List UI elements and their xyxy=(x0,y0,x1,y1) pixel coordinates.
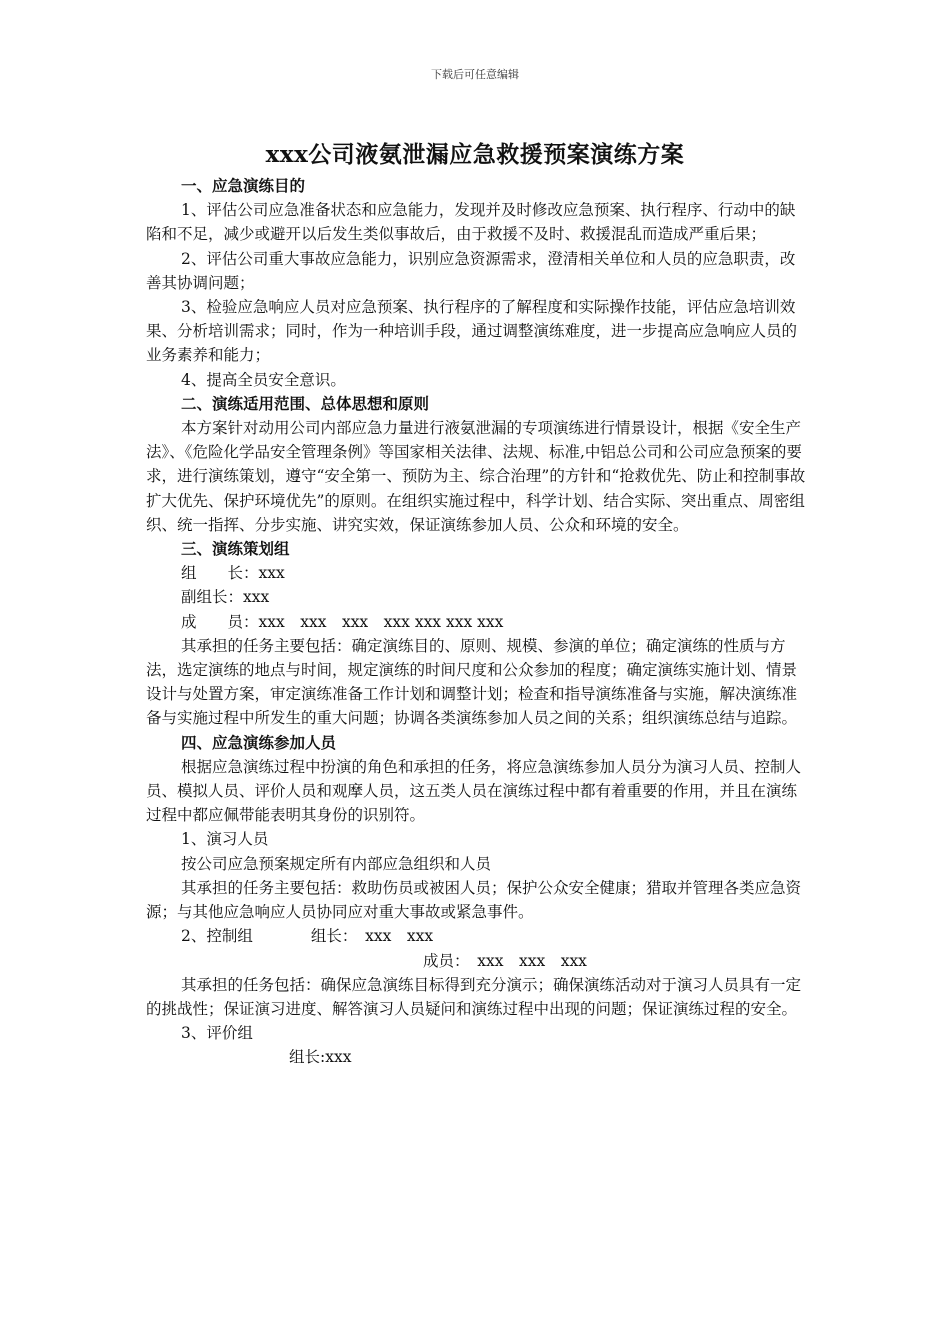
paragraph: 4、提高全员安全意识。 xyxy=(181,370,346,389)
evaluation-group-leader: 组长:xxx xyxy=(289,1048,352,1067)
control-group-members: 成员： xxx xxx xxx xyxy=(423,951,587,970)
section-heading-participants: 四、应急演练参加人员 xyxy=(181,732,337,752)
document-title: xxx公司液氨泄漏应急救援预案演练方案 xyxy=(265,141,685,168)
paragraph: 3、检验应急响应人员对应急预案、执行程序的了解程度和实际操作技能，评估应急培训效果、分析培训需求；同时，作为一种培训手段，通过调整演练难度，进一步提高应急响应人员的业务素养和能力； xyxy=(146,298,798,365)
subsection-title-evaluation-group: 3、评价组 xyxy=(181,1024,253,1043)
paragraph: 其承担的任务主要包括：确定演练目的、原则、规模、参演的单位；确定演练的性质与方法，选定演练的地点与时间，规定演练的时间尺度和公众参加的程度；确定演练实施计划、情景设计与处置方案，审定演练准备工作计划和调整计划；检查和指导演练准备与实施，解决演练准备与实施过程中所发生的重大问题；协调各类演练参加人员之间的关系；组织演练总结与追踪。 xyxy=(146,636,798,728)
planning-members: 成 员：xxx xxx xxx xxx xxx xxx xxx xyxy=(181,612,504,631)
drill-staff-scope: 按公司应急预案规定所有内部应急组织和人员 xyxy=(181,854,492,873)
paragraph: 1、评估公司应急准备状态和应急能力，发现并及时修改应急预案、执行程序、行动中的缺陷和不足，减少或避开以后发生类似事故后，由于救援不及时、救援混乱而造成严重后果； xyxy=(146,201,796,244)
subsection-title-control-group: 2、控制组 xyxy=(181,927,253,946)
control-group-leader: 组长： xxx xxx xyxy=(310,927,434,946)
paragraph: 其承担的任务主要包括：救助伤员或被困人员；保护公众安全健康；猎取并管理各类应急资源；与其他应急响应人员协同应对重大事故或紧急事件。 xyxy=(146,878,802,922)
paragraph: 本方案针对动用公司内部应急力量进行液氨泄漏的专项演练进行情景设计，根据《安全生产法》、《危险化学品安全管理条例》等国家相关法律、法规、标准,中铝总公司和公司应急预案的要求，进行演练策划，遵守“安全第一、预防为主、综合治理”的方针和“抢救优先、防止和控制事故扩大优先、保护环境优先”的原则。在组织实施过程中，科学计划、结合实际、突出重点、周密组织、统一指挥、分步实施、讲究实效，保证演练参加人员、公众和环境的安全。 xyxy=(146,419,806,534)
document-body xyxy=(146,174,806,1070)
planning-deputy: 副组长：xxx xyxy=(181,588,270,607)
subsection-title-drill-staff: 1、演习人员 xyxy=(181,830,269,849)
paragraph: 其承担的任务包括：确保应急演练目标得到充分演示；确保演练活动对于演习人员具有一定的挑战性；保证演习进度、解答演习人员疑问和演练过程中出现的问题；保证演练过程的安全。 xyxy=(146,975,802,1018)
paragraph: 2、评估公司重大事故应急能力，识别应急资源需求，澄清相关单位和人员的应急职责，改善其协调问题； xyxy=(146,249,796,292)
control-group-line xyxy=(146,924,806,948)
section-heading-planning-group: 三、演练策划组 xyxy=(181,539,290,559)
section-heading-scope: 二、演练适用范围、总体思想和原则 xyxy=(181,393,430,413)
header-note: 下载后可任意编辑 xyxy=(431,68,519,81)
planning-leader: 组 长：xxx xyxy=(181,564,285,583)
section-heading-purpose: 一、应急演练目的 xyxy=(181,176,306,195)
paragraph: 根据应急演练过程中扮演的角色和承担的任务，将应急演练参加人员分为演习人员、控制人员、模拟人员、评价人员和观摩人员，这五类人员在演练过程中都有着重要的作用，并且在演练过程中都应佩带能表明其身份的识别符。 xyxy=(146,757,802,825)
